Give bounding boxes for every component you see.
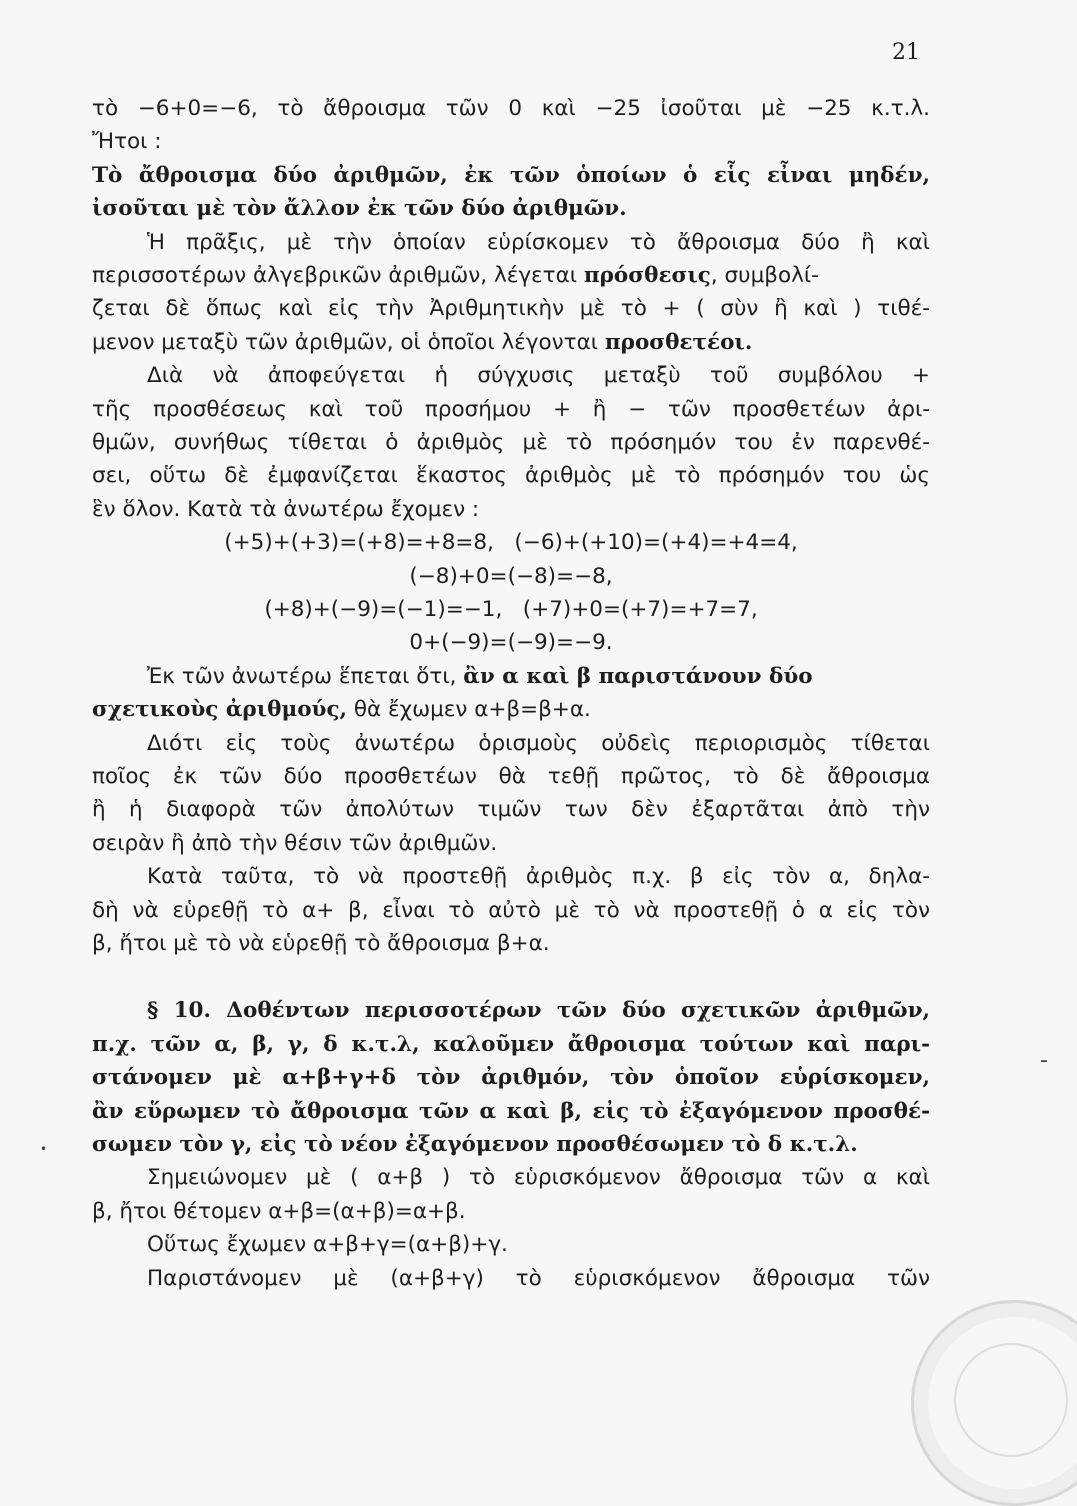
text-line: β, ἤτοι θέτομεν α+β=(α+β)=α+β. [92, 1198, 466, 1224]
text-line [92, 326, 930, 359]
definition-line: σωμεν τὸν γ, εἰς τὸ νέον ἐξαγόμενον προσθέσωμεν τὸ δ κ.τ.λ. [92, 1131, 858, 1157]
margin-mark: - [1040, 1048, 1048, 1073]
text-line [92, 693, 930, 726]
definition-line: π.χ. τῶν α, β, γ, δ κ.τ.λ, καλοῦμεν ἄθροισμα τούτων καὶ παρι- [92, 1031, 930, 1057]
text-line: ἢ ἡ διαφορὰ τῶν ἀπολύτων τιμῶν των δὲν ἐξαρτᾶται ἀπὸ τὴν [92, 797, 930, 823]
text-line: σει, οὕτω δὲ ἐμφανίζεται ἕκαστος ἀριθμὸς μὲ τὸ πρόσημόν του ὡς [92, 463, 930, 489]
text-line: θμῶν, συνήθως τίθεται ὁ ἀριθμὸς μὲ τὸ πρόσημόν του ἐν παρενθέ- [92, 429, 930, 455]
text-line: β, ἤτοι μὲ τὸ νὰ εὑρεθῇ τὸ ἄθροισμα β+α. [92, 930, 550, 956]
text-span: θὰ ἔχωμεν α+β=β+α. [347, 697, 591, 723]
text-line: τῆς προσθέσεως καὶ τοῦ προσήμου + ἢ − τῶν προσθετέων ἀρι- [92, 396, 930, 422]
library-stamp-inner [954, 1343, 1068, 1457]
text-line: Σημειώνομεν μὲ ( α+β ) τὸ εὑρισκόμενον ἄθροισμα τῶν α καὶ [147, 1165, 930, 1191]
equation-line: 0+(−9)=(−9)=−9. [409, 630, 613, 656]
text-span: Ἐκ τῶν ἀνωτέρω ἕπεται ὅτι, [147, 663, 464, 689]
definition-line: στάνομεν μὲ α+β+γ+δ τὸν ἀριθμόν, τὸν ὁποῖον εὑρίσκομεν, [92, 1065, 930, 1091]
body-text [92, 92, 930, 1295]
text-span: μενον μεταξὺ τῶν ἀριθμῶν, οἱ ὁποῖοι λέγονται [92, 329, 605, 355]
text-line: ἓν ὅλον. Κατὰ τὰ ἀνωτέρω ἔχομεν : [92, 496, 480, 522]
definition-line: ἂν εὕρωμεν τὸ ἄθροισμα τῶν α καὶ β, εἰς τὸ ἐξαγόμενον προσθέ- [92, 1098, 930, 1124]
page-number: 21 [892, 40, 920, 65]
text-line: Ἤτοι : [92, 129, 162, 155]
text-line [92, 259, 930, 292]
rule-statement: Τὸ ἄθροισμα δύο ἀριθμῶν, ἐκ τῶν ὁποίων ὁ εἷς εἶναι μηδέν, [92, 162, 930, 188]
text-line: Παριστάνομεν μὲ (α+β+γ) τὸ εὑρισκόμενον ἄθροισμα τῶν [147, 1265, 930, 1291]
text-line: δὴ νὰ εὑρεθῇ τὸ α+ β, εἶναι τὸ αὐτὸ μὲ τὸ νὰ προστεθῇ ὁ α εἰς τὸν [92, 897, 930, 923]
equation-line: (−8)+0=(−8)=−8, [409, 563, 613, 589]
library-stamp [911, 1300, 1077, 1506]
text-line: Οὕτως ἔχωμεν α+β+γ=(α+β)+γ. [147, 1232, 508, 1258]
text-line: Διὰ νὰ ἀποφεύγεται ἡ σύγχυσις μεταξὺ τοῦ συμβόλου + [147, 363, 930, 389]
bold-span: ἂν α καὶ β παριστάνουν δύο [463, 663, 813, 689]
rule-statement: ἰσοῦται μὲ τὸν ἄλλον ἐκ τῶν δύο ἀριθμῶν. [92, 196, 627, 222]
text-line [92, 660, 930, 693]
equation-line: (+8)+(−9)=(−1)=−1, (+7)+0=(+7)=+7=7, [264, 596, 758, 622]
term-addition: πρόσθεσις [583, 262, 711, 288]
text-line: σειρὰν ἢ ἀπὸ τὴν θέσιν τῶν ἀριθμῶν. [92, 830, 498, 856]
text-span: περισσοτέρων ἀλγεβρικῶν ἀριθμῶν, λέγεται [92, 262, 584, 288]
term-addends: προσθετέοι. [604, 329, 753, 355]
text-line: τὸ −6+0=−6, τὸ ἄθροισμα τῶν 0 καὶ −25 ἰσοῦται μὲ −25 κ.τ.λ. [92, 96, 930, 121]
text-line: ποῖος ἐκ τῶν δύο προσθετέων θὰ τεθῇ πρῶτος, τὸ δὲ ἄθροισμα [92, 763, 930, 789]
equation-line: (+5)+(+3)=(+8)=+8=8, (−6)+(+10)=(+4)=+4=4, [224, 530, 798, 556]
margin-dot: • [40, 1142, 48, 1156]
text-line: Διότι εἰς τοὺς ἀνωτέρω ὁρισμοὺς οὐδεὶς περιορισμὸς τίθεται [147, 730, 930, 756]
text-line: Ἡ πρᾶξις, μὲ τὴν ὁποίαν εὑρίσκομεν τὸ ἄθροισμα δύο ἢ καὶ [147, 229, 930, 255]
section-gap [92, 960, 930, 994]
text-line: ζεται δὲ ὅπως καὶ εἰς τὴν Ἀριθμητικὴν μὲ τὸ + ( σὺν ἢ καὶ ) τιθέ- [92, 296, 930, 322]
bold-span: σχετικοὺς ἀριθμούς, [92, 697, 348, 723]
text-span: , συμβολί- [710, 262, 819, 288]
section-heading: § 10. Δοθέντων περισσοτέρων τῶν δύο σχετικῶν ἀριθμῶν, [147, 998, 930, 1024]
text-line: Κατὰ ταῦτα, τὸ νὰ προστεθῇ ἀριθμὸς π.χ. β εἰς τὸν α, δηλα- [147, 864, 930, 890]
